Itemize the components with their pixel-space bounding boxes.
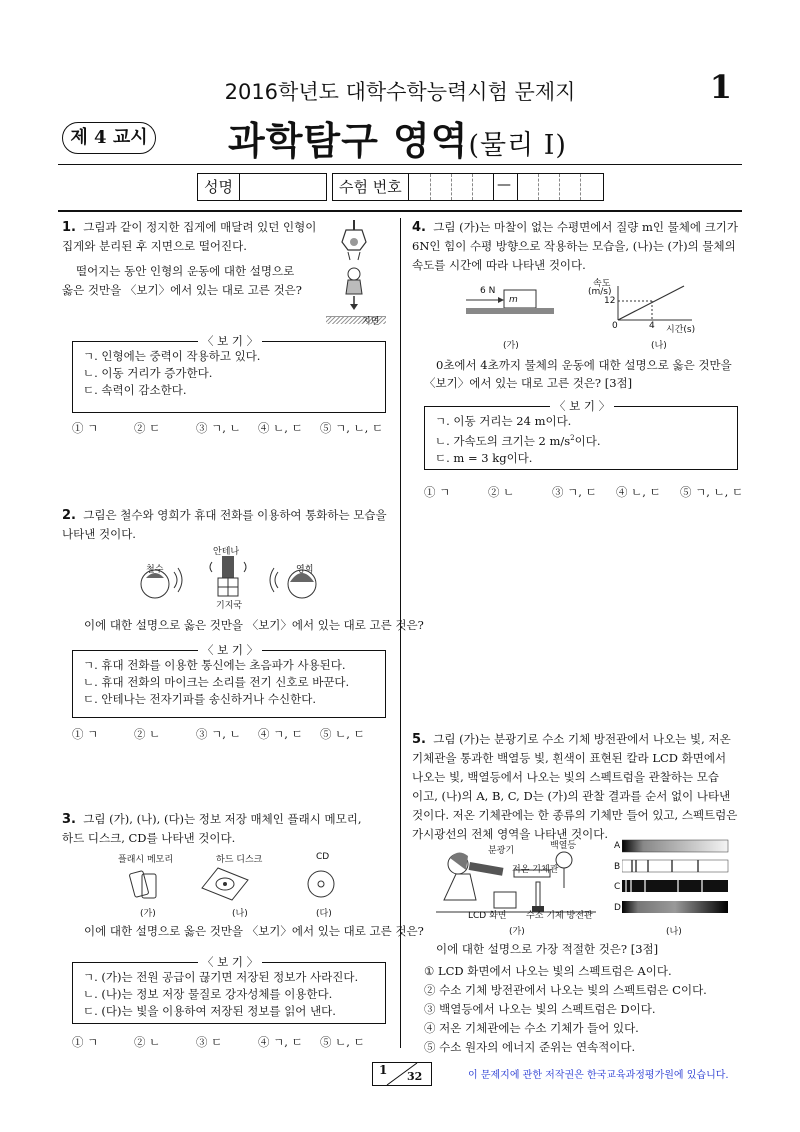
station-label: 기지국 [216, 601, 243, 611]
q4-number: 4. [412, 220, 426, 235]
q1-question: 옳은 것만을 〈보기〉에서 있는 대로 고른 것은? [62, 283, 302, 297]
bogi-item: ㄴ. (나)는 정보 저장 물질로 강자성체를 이용한다. [83, 987, 333, 1001]
q2-number: 2. [62, 508, 76, 523]
bulb-label: 백열등 [550, 841, 577, 851]
choice-1[interactable]: ① ㄱ [72, 421, 99, 435]
q5-text: 이고, (나)의 A, B, C, D는 (가)의 관찰 결과를 순서 없이 나타낸 [412, 789, 731, 803]
x-axis-label: 시간(s) [666, 325, 696, 335]
spectrum-b [622, 860, 728, 872]
spectra-figure [622, 838, 730, 920]
bogi-item: ㄴ. 휴대 전화의 마이크는 소리를 전기 신호로 바꾼다. [83, 675, 350, 689]
caption-na: (나) [666, 927, 682, 937]
q4-text: 속도를 시간에 따라 나타낸 것이다. [412, 258, 586, 272]
name-field[interactable] [197, 173, 327, 201]
question-3 [62, 810, 392, 848]
q1-number: 1. [62, 220, 76, 235]
subject-title [228, 110, 567, 165]
bogi-item: ㄷ. (다)는 빛을 이용하여 저장된 정보를 읽어 낸다. [83, 1004, 336, 1018]
name-label: 성명 [198, 174, 240, 200]
q5-text: 것이다. 저온 기체관에는 한 종류의 기체만 들어 있고, 스펙트럼은 [412, 808, 738, 822]
choice-3[interactable]: ③ ㄷ [196, 1035, 223, 1049]
bogi-item: ㄱ. 이동 거리는 24 m이다. [435, 414, 572, 428]
q1-bogi-box [72, 341, 386, 413]
question-5 [412, 730, 747, 844]
choice-5[interactable]: ⑤ ㄴ, ㄷ [320, 727, 365, 741]
q3-bogi-box [72, 962, 386, 1024]
bogi-item: ㄷ. m = 3 kg이다. [435, 450, 533, 465]
cd-label: CD [316, 852, 330, 862]
choice-1[interactable]: ① ㄱ [72, 1035, 99, 1049]
choice-4[interactable]: ④ ㄱ, ㄷ [258, 727, 303, 741]
q4-bogi-title: 〈 보 기 〉 [550, 398, 614, 414]
q1-text: 그림과 같이 정지한 집게에 매달려 있던 인형이 [83, 220, 317, 234]
answer-3[interactable]: ③ 백열등에서 나오는 빛의 스펙트럼은 D이다. [424, 1002, 656, 1016]
period-badge: 제 4 교시 [62, 122, 156, 154]
q5-number: 5. [412, 732, 426, 747]
answer-4[interactable]: ④ 저온 기체관에는 수소 기체가 들어 있다. [424, 1021, 639, 1035]
choice-1[interactable]: ① ㄱ [424, 485, 451, 499]
q5-answers [424, 962, 744, 1057]
bogi-item: ㄷ. 속력이 감소한다. [83, 383, 187, 397]
exam-number-field[interactable] [332, 173, 604, 201]
flash-memory-label: 플래시 메모리 [118, 855, 174, 865]
choice-2[interactable]: ② ㄷ [134, 421, 161, 435]
q1-question: 떨어지는 동안 인형의 운동에 대한 설명으로 [76, 264, 295, 278]
choice-5[interactable]: ⑤ ㄴ, ㄷ [320, 1035, 365, 1049]
q2-question: 이에 대한 설명으로 옳은 것만을 〈보기〉에서 있는 대로 고른 것은? [84, 618, 424, 632]
spectroscope-label: 분광기 [488, 846, 515, 856]
bogi-item: ㄱ. 휴대 전화를 이용한 통신에는 초음파가 사용된다. [83, 658, 346, 672]
q3-number: 3. [62, 812, 76, 827]
velocity-line [618, 286, 684, 320]
spectrum-c [622, 880, 728, 892]
spectrum-label-d: D [614, 903, 621, 913]
choice-5[interactable]: ⑤ ㄱ, ㄴ, ㄷ [680, 485, 744, 499]
spectrum-label-b: B [614, 862, 621, 872]
caption-na: (나) [232, 909, 248, 919]
mass-label: m [509, 295, 518, 305]
y-axis-label: 속도 [593, 279, 611, 289]
caption-ga: (가) [503, 341, 519, 351]
q3-text: 하드 디스크, CD를 나타낸 것이다. [62, 831, 236, 845]
choice-3[interactable]: ③ ㄱ, ㄷ [552, 485, 597, 499]
q2-text: 그림은 철수와 영희가 휴대 전화를 이용하여 통화하는 모습을 [83, 508, 387, 522]
q2-bogi-title: 〈 보 기 〉 [198, 642, 262, 658]
q3-text: 그림 (가), (나), (다)는 정보 저장 매체인 플래시 메모리, [83, 812, 362, 826]
question-4 [412, 218, 742, 275]
ground-label: 지면 [362, 317, 380, 327]
force-label: 6 N [480, 286, 496, 296]
footer-page-box [372, 1062, 432, 1086]
caption-da: (다) [316, 909, 332, 919]
spectrum-d [622, 901, 728, 913]
y-axis-unit: (m/s) [588, 287, 612, 297]
storage-media-figure [128, 866, 348, 904]
choice-3[interactable]: ③ ㄱ, ㄴ [196, 421, 241, 435]
footer-page: 1 [379, 1063, 388, 1077]
younghee-label: 영희 [296, 565, 314, 575]
answer-1[interactable]: ① LCD 화면에서 나오는 빛의 스펙트럼은 A이다. [424, 964, 672, 978]
spectrum-label-a: A [614, 841, 621, 851]
q4-bogi-box [424, 406, 738, 470]
spectrum-label-c: C [614, 882, 621, 892]
page-number: 1 [709, 68, 732, 106]
subject-sub: (물리 I) [468, 130, 567, 161]
q3-bogi-title: 〈 보 기 〉 [198, 954, 262, 970]
footer-total: 32 [407, 1070, 423, 1083]
q5-text: 기체관을 통과한 백열등 빛, 흰색이 표현된 칼라 LCD 화면에서 [412, 751, 727, 765]
content-top-rule [58, 210, 742, 212]
q2-text: 나타낸 것이다. [62, 527, 136, 541]
choice-5[interactable]: ⑤ ㄱ, ㄴ, ㄷ [320, 421, 384, 435]
subject-name: 과학탐구 영역 [228, 118, 469, 163]
caption-na: (나) [651, 341, 667, 351]
choice-1[interactable]: ① ㄱ [72, 727, 99, 741]
x-tick-4: 4 [649, 321, 655, 331]
q5-text: 가시광선의 전체 영역을 나타낸 것이다. [412, 827, 609, 841]
q4-question: 〈보기〉에서 있는 대로 고른 것은? [3점] [424, 376, 633, 390]
doll-claw-figure [326, 220, 386, 325]
q5-question: 이에 대한 설명으로 가장 적절한 것은? [3점] [436, 942, 659, 956]
antenna-label: 안테나 [213, 547, 240, 557]
hard-disk-label: 하드 디스크 [216, 855, 263, 865]
q4-question: 0초에서 4초까지 물체의 운동에 대한 설명으로 옳은 것만을 [436, 358, 732, 372]
x-origin: 0 [612, 321, 618, 331]
spectrum-a [622, 840, 728, 852]
choice-4[interactable]: ④ ㄱ, ㄷ [258, 1035, 303, 1049]
q3-question: 이에 대한 설명으로 옳은 것만을 〈보기〉에서 있는 대로 고른 것은? [84, 924, 424, 938]
q4-text: 그림 (가)는 마찰이 없는 수평면에서 질량 m인 물체에 크기가 [433, 220, 738, 234]
caption-ga: (가) [509, 927, 525, 937]
q5-text: 그림 (가)는 분광기로 수소 기체 방전관에서 나오는 빛, 저온 [433, 732, 731, 746]
bogi-item: ㄴ. 가속도의 크기는 2 $m/s^2$이다. [435, 433, 601, 448]
exam-title: 2016학년도 대학수학능력시험 문제지 [224, 80, 576, 104]
answer-2[interactable]: ② 수소 기체 방전관에서 나오는 빛의 스펙트럼은 C이다. [424, 983, 707, 997]
header-rule [58, 164, 742, 165]
q4-text: 6N인 힘이 수평 방향으로 작용하는 모습을, (나)는 (가)의 물체의 [412, 239, 736, 253]
q1-bogi-title: 〈 보 기 〉 [198, 333, 262, 349]
bogi-item: ㄱ. (가)는 전원 공급이 끊기면 저장된 정보가 사라진다. [83, 970, 359, 984]
choice-3[interactable]: ③ ㄱ, ㄴ [196, 727, 241, 741]
exam-number-label: 수험 번호 [333, 174, 409, 200]
bogi-item: ㄱ. 인형에는 중력이 작용하고 있다. [83, 349, 261, 363]
question-2 [62, 506, 392, 544]
exam-number-dash: — [497, 177, 511, 193]
choice-4[interactable]: ④ ㄴ, ㄷ [616, 485, 661, 499]
answer-5[interactable]: ⑤ 수소 원자의 에너지 준위는 연속적이다. [424, 1040, 636, 1054]
bogi-item: ㄷ. 안테나는 전자기파를 송신하거나 수신한다. [83, 692, 317, 706]
cold-tube-label: 저온 기체관 [512, 865, 559, 875]
choice-2[interactable]: ② ㄴ [134, 727, 161, 741]
lcd-label: LCD 화면 [468, 911, 507, 921]
y-tick-12: 12 [604, 296, 616, 306]
choice-2[interactable]: ② ㄴ [488, 485, 515, 499]
copyright-notice: 이 문제지에 관한 저작권은 한국교육과정평가원에 있습니다. [468, 1070, 729, 1081]
choice-2[interactable]: ② ㄴ [134, 1035, 161, 1049]
discharge-tube-label: 수소 기체 방전관 [526, 911, 593, 921]
cheolsu-label: 철수 [146, 565, 164, 575]
bogi-item: ㄴ. 이동 거리가 증가한다. [83, 366, 213, 380]
q2-bogi-box [72, 650, 386, 718]
q1-text: 집게와 분리된 후 지면으로 떨어진다. [62, 239, 247, 253]
caption-ga: (가) [140, 909, 156, 919]
choice-4[interactable]: ④ ㄴ, ㄷ [258, 421, 303, 435]
q5-text: 나오는 빛, 백열등에서 나오는 빛의 스펙트럼을 관찰하는 모습 [412, 770, 719, 784]
